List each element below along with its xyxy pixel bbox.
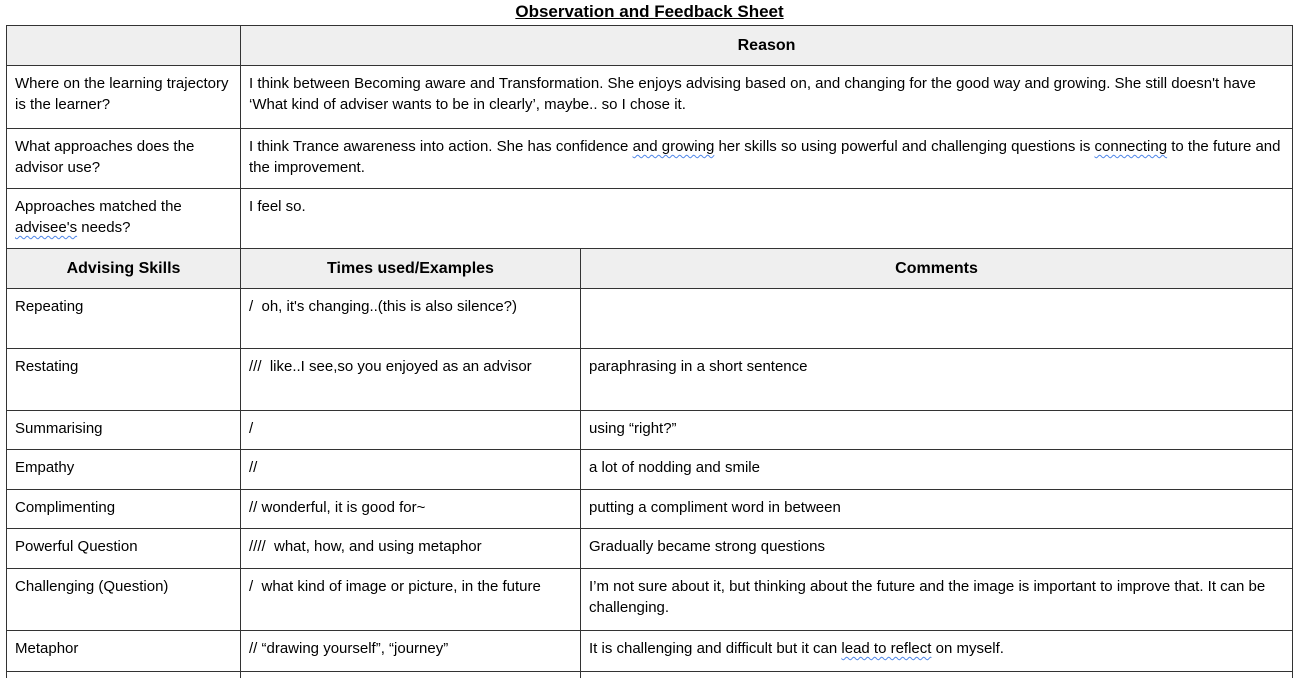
table-row [7, 129, 1293, 189]
table-row [7, 490, 1293, 529]
times-used-cell: // wonderful, it is good for~ [241, 490, 581, 529]
spellcheck-underlined-text: and growing [632, 138, 715, 155]
skills-header-row [7, 249, 1293, 289]
comments-cell: It is challenging and difficult but it can lead to reflect on myself. [581, 631, 1293, 672]
question-cell: Where on the learning trajectory is the learner? [7, 66, 241, 129]
question-cell: Approaches matched the advisee's needs? [7, 189, 241, 249]
reason-header: Reason [241, 26, 1293, 66]
table-row [7, 411, 1293, 450]
table-row [7, 569, 1293, 631]
skill-name-cell: Challenging (Question) [7, 569, 241, 631]
times-used-header: Times used/Examples [241, 249, 581, 289]
comments-cell: paraphrasing in a short sentence [581, 349, 1293, 411]
skill-name-cell: Metaphor [7, 631, 241, 672]
times-used-cell: //// what, how, and using metaphor [241, 529, 581, 569]
times-used-cell: / what kind of image or picture, in the future [241, 569, 581, 631]
skill-name-cell [7, 672, 241, 678]
skill-name-cell: Repeating [7, 289, 241, 349]
times-used-cell: /// like..I see,so you enjoyed as an advisor [241, 349, 581, 411]
comments-cell: I’m not sure about it, but thinking about the future and the image is important to improve that. It can be challenging. [581, 569, 1293, 631]
table-row [7, 349, 1293, 411]
times-used-cell: // “drawing yourself”, “journey” [241, 631, 581, 672]
advising-skills-header: Advising Skills [7, 249, 241, 289]
skill-name-cell: Complimenting [7, 490, 241, 529]
table-row [7, 529, 1293, 569]
reason-cell: I think between Becoming aware and Transformation. She enjoys advising based on, and changing for the good way and growing. She still doesn't have ‘What kind of adviser wants to be in clearly’, maybe.. so I chose it. [241, 66, 1293, 129]
table-row [7, 450, 1293, 490]
comments-cell: putting a compliment word in between [581, 490, 1293, 529]
times-used-cell [241, 672, 581, 678]
reason-header-row [7, 26, 1293, 66]
table-row [7, 631, 1293, 672]
comments-header: Comments [581, 249, 1293, 289]
question-cell: What approaches does the advisor use? [7, 129, 241, 189]
table-row [7, 289, 1293, 349]
reason-cell: I think Trance awareness into action. She has confidence and growing her skills so using powerful and challenging questions is connecting to the future and the improvement. [241, 129, 1293, 189]
comments-cell [581, 289, 1293, 349]
skill-name-cell: Empathy [7, 450, 241, 490]
spellcheck-underlined-text: lead to reflect [841, 640, 932, 657]
spellcheck-underlined-text: connecting [1094, 138, 1168, 155]
comments-cell: Gradually became strong questions [581, 529, 1293, 569]
reason-cell: I feel so. [241, 189, 1293, 249]
comments-cell: using “right?” [581, 411, 1293, 450]
spellcheck-underlined-text: advisee's [15, 219, 78, 236]
comments-cell: a lot of nodding and smile [581, 450, 1293, 490]
table-row [7, 189, 1293, 249]
comments-cell [581, 672, 1293, 678]
times-used-cell: // [241, 450, 581, 490]
table-row-partial [7, 672, 1293, 678]
times-used-cell: / oh, it's changing..(this is also silence?) [241, 289, 581, 349]
skill-name-cell: Summarising [7, 411, 241, 450]
times-used-cell: / [241, 411, 581, 450]
table-row [7, 66, 1293, 129]
feedback-table [6, 25, 1293, 678]
empty-header-cell [7, 26, 241, 66]
skill-name-cell: Powerful Question [7, 529, 241, 569]
document-title: Observation and Feedback Sheet [515, 2, 784, 21]
skill-name-cell: Restating [7, 349, 241, 411]
